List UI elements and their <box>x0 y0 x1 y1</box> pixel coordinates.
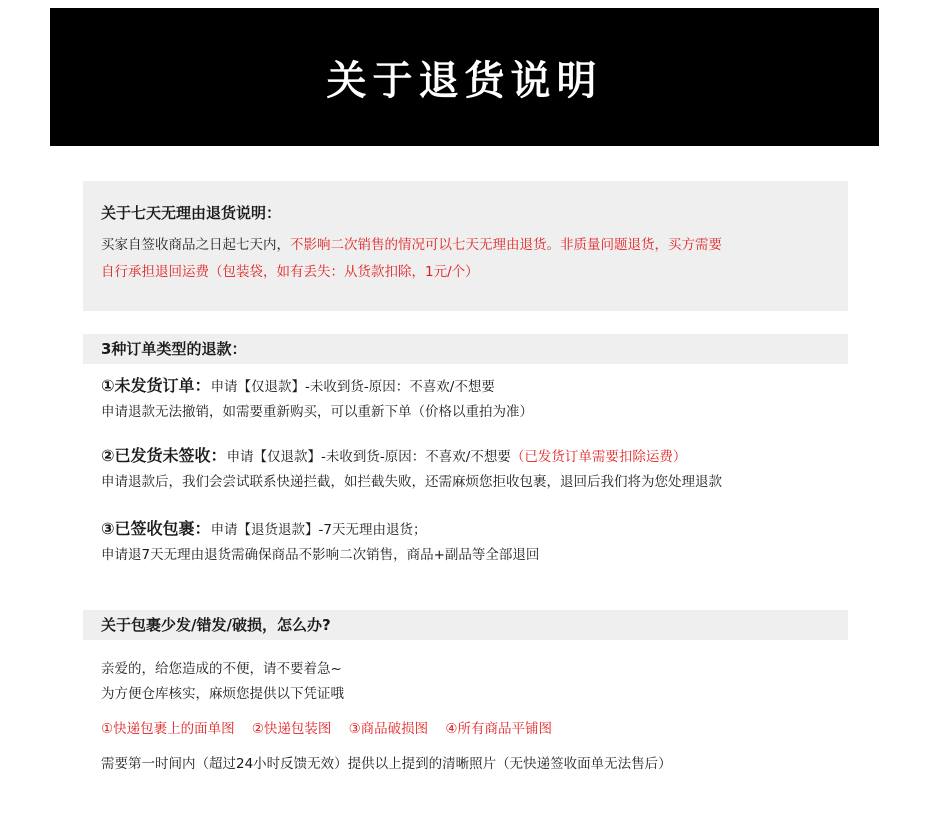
page-title: 关于退货说明 <box>326 57 603 104</box>
deadline-text: 需要第一时间内（超过24小时反馈无效）提供以上提到的清晰照片（无快递签收面单无法售后） <box>101 756 672 772</box>
evidence-item: ③商品破损图 <box>348 721 429 737</box>
refund-type-title: ③已签收包裹： <box>101 519 211 538</box>
section-heading: 关于包裹少发/错发/破损，怎么办? <box>101 616 331 634</box>
refund-type-desc-red: （已发货订单需要扣除运费） <box>510 449 687 465</box>
apology-text: 亲爱的，给您造成的不便，请不要着急~ <box>101 661 342 677</box>
header-banner <box>50 8 879 146</box>
section-heading: 3种订单类型的退款： <box>101 340 247 358</box>
refund-type-note: 申请退款后，我们会尝试联系快递拦截，如拦截失败，还需麻烦您拒收包裹，退回后我们将为您处理退款 <box>101 474 722 490</box>
refund-type-title: ①未发货订单： <box>101 376 211 395</box>
section-heading: 关于七天无理由退货说明： <box>101 204 282 222</box>
request-text: 为方便仓库核实，麻烦您提供以下凭证哦 <box>101 686 344 702</box>
seven-day-return-section <box>83 181 848 311</box>
evidence-item: ②快递包装图 <box>251 721 332 737</box>
evidence-list <box>101 717 672 742</box>
policy-text-black: 买家自签收商品之日起七天内， <box>101 237 290 253</box>
evidence-item: ④所有商品平铺图 <box>445 721 552 737</box>
policy-text <box>101 232 830 286</box>
refund-types-heading-bar <box>83 334 848 364</box>
refund-type-desc: 申请【仅退款】-未收到货-原因：不喜欢/不想要 <box>210 379 495 395</box>
refund-type-desc: 申请【仅退款】-未收到货-原因：不喜欢/不想要 <box>226 449 511 465</box>
evidence-item: ①快递包裹上的面单图 <box>101 721 235 737</box>
refund-type-1 <box>101 373 533 425</box>
policy-text-red-2: 自行承担退回运费（包装袋，如有丢失：从货款扣除，1元/个） <box>101 264 479 280</box>
refund-type-note: 申请退7天无理由退货需确保商品不影响二次销售，商品+副品等全部退回 <box>101 547 540 563</box>
package-issue-body <box>101 657 672 777</box>
refund-type-desc: 申请【退货退款】-7天无理由退货； <box>210 522 427 538</box>
policy-text-red: 不影响二次销售的情况可以七天无理由退货。非质量问题退货，买方需要 <box>290 237 722 253</box>
refund-type-2 <box>101 443 722 495</box>
refund-type-note: 申请退款无法撤销，如需要重新购买，可以重新下单（价格以重拍为准） <box>101 404 533 420</box>
refund-type-3 <box>101 516 539 568</box>
refund-type-title: ②已发货未签收： <box>101 446 227 465</box>
package-issue-heading-bar <box>83 610 848 640</box>
